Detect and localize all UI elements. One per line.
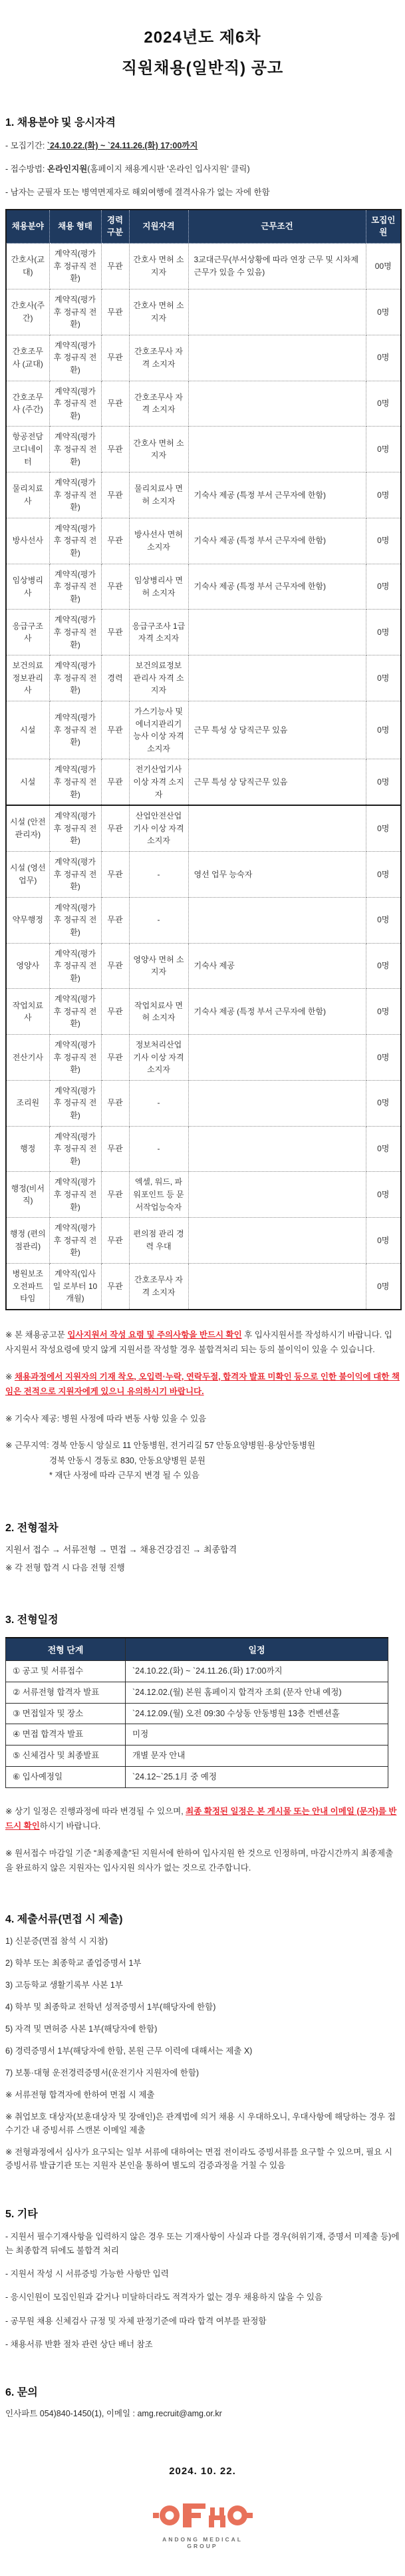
schedule-stage: ② 서류전형 합격자 발표: [6, 1682, 126, 1703]
cell-field: 병원보조 오전파트타임: [6, 1263, 49, 1309]
schedule-stage: ⑥ 입사예정일: [6, 1766, 126, 1787]
section1-heading: 1. 채용분야 및 응시자격: [5, 117, 116, 129]
table-row: [6, 897, 401, 943]
work-location-line3: * 재단 사정에 따라 근무지 변경 될 수 있음: [49, 1471, 200, 1481]
document-list: [5, 1934, 400, 2080]
cell-field: 시설: [6, 759, 49, 805]
cell-field: 시설 (안전관리자): [6, 805, 49, 851]
cell-qualification: 간호사 면허 소지자: [129, 289, 188, 335]
recruitment-period: [5, 139, 400, 152]
recruitment-period-label: - 모집기간:: [5, 141, 47, 151]
schedule-col-stage: 전형 단계: [6, 1638, 126, 1661]
cell-field: 약무행정: [6, 897, 49, 943]
note-red-text: 최종 확정된 일정은 본 게시물 또는 안내 이메일 (문자)를 반드시 확인: [5, 1806, 397, 1831]
note-marker: ※: [5, 1372, 15, 1381]
schedule-col-date: 일정: [126, 1638, 388, 1661]
col-header-career: 경력 구분: [101, 210, 129, 244]
cell-openings: 0명: [366, 897, 401, 943]
cell-qualification: 산업안전산업기사 이상 자격 소지자: [129, 805, 188, 851]
cell-qualification: -: [129, 851, 188, 897]
cell-openings: 0명: [366, 335, 401, 381]
cell-openings: 0명: [366, 1263, 401, 1309]
col-header-field: 채용분야: [6, 210, 49, 244]
work-location-line2: 경북 안동시 경동로 830, 안동요양병원 분원: [49, 1455, 205, 1465]
cell-qualification: 간호조무사 자격 소지자: [129, 1263, 188, 1309]
cell-openings: 0명: [366, 518, 401, 564]
cell-career: 무관: [101, 897, 129, 943]
cell-career: 무관: [101, 701, 129, 759]
military-requirement: - 남자는 군필자 또는 병역면제자로 해외여행에 결격사유가 없는 자에 한함: [5, 188, 270, 198]
cell-type: 계약직(평가 후 정규직 전환): [49, 244, 101, 289]
cell-qualification: 영양사 면허 소지자: [129, 943, 188, 989]
cell-career: 무관: [101, 335, 129, 381]
cell-field: 응급구조사: [6, 610, 49, 655]
cell-qualification: -: [129, 1080, 188, 1126]
cell-qualification: 임상병리사 면허 소지자: [129, 564, 188, 610]
table-row: [6, 427, 401, 472]
cell-field: 행정: [6, 1126, 49, 1172]
cell-openings: 0명: [366, 805, 401, 851]
note-text: 후 입사지원서를 작성하시기 바랍니다. 입사지원서 작성요령에 맞지 않게 지원서를 작성할 경우 불합격처리 되는 등의 불이익이 있을 수 있습니다.: [5, 1330, 392, 1355]
amg-logo-text: ANDONG MEDICAL GROUP: [162, 2536, 243, 2550]
cell-openings: 0명: [366, 427, 401, 472]
schedule-row: [6, 1661, 388, 1682]
schedule-date: `24.10.22.(화) ~ `24.11.26.(화) 17:00까지: [126, 1661, 388, 1682]
note-text: ※ 상기 일정은 진행과정에 따라 변경될 수 있으며,: [5, 1806, 186, 1816]
etc-item: - 응시인원이 모집인원과 같거나 미달하더라도 적격자가 없는 경우 채용하지 않을 수 있음: [5, 2293, 323, 2302]
application-method-label: - 접수방법:: [5, 164, 47, 174]
cell-field: 시설: [6, 701, 49, 759]
schedule-date: `24.12.02.(월) 본원 홈페이지 합격자 조회 (문자 안내 예정): [126, 1682, 388, 1703]
amg-logo-icon: [153, 2501, 253, 2530]
cell-career: 무관: [101, 1080, 129, 1126]
cell-conditions: [188, 897, 366, 943]
schedule-table-header: [6, 1638, 388, 1661]
schedule-row: [6, 1766, 388, 1787]
schedule-stage: ④ 면접 합격자 발표: [6, 1724, 126, 1746]
cell-conditions: 기숙사 제공 (특정 부서 근무자에 한함): [188, 989, 366, 1035]
cell-qualification: 간호조무사 자격 소지자: [129, 381, 188, 427]
cell-type: 계약직(평가 후 정규직 전환): [49, 989, 101, 1035]
cell-career: 무관: [101, 805, 129, 851]
title-line2: 직원채용(일반직) 공고: [121, 59, 284, 77]
cell-field: 방사선사: [6, 518, 49, 564]
cell-type: 계약직(평가 후 정규직 전환): [49, 427, 101, 472]
application-method: [5, 162, 400, 176]
note-application-guide: [5, 1328, 400, 1358]
cell-type: 계약직(입사일 로부터 10개월): [49, 1263, 101, 1309]
cell-qualification: 작업치료사 면허 소지자: [129, 989, 188, 1035]
schedule-row: [6, 1746, 388, 1767]
schedule-row: [6, 1724, 388, 1746]
cell-type: 계약직(평가 후 정규직 전환): [49, 1218, 101, 1264]
cell-type: 계약직(평가 후 정규직 전환): [49, 943, 101, 989]
cell-qualification: 방사선사 면허 소지자: [129, 518, 188, 564]
cell-type: 계약직(평가 후 정규직 전환): [49, 610, 101, 655]
schedule-table: [5, 1637, 388, 1788]
cell-qualification: 보건의료정보관리사 자격 소지자: [129, 655, 188, 701]
recruitment-period-value: `24.10.22.(화) ~ `24.11.26.(화) 17:00까지: [47, 141, 198, 151]
cell-career: 무관: [101, 851, 129, 897]
note-dormitory: ※ 기숙사 제공: 병원 사정에 따라 변동 사항 있을 수 있음: [5, 1413, 207, 1423]
section2-heading: 2. 전형절차: [5, 1522, 59, 1534]
cell-openings: 00명: [366, 244, 401, 289]
cell-type: 계약직(평가 후 정규직 전환): [49, 564, 101, 610]
cell-conditions: [188, 1126, 366, 1172]
cell-conditions: [188, 1263, 366, 1309]
note-text: ※ 본 채용공고문: [5, 1330, 68, 1340]
cell-field: 항공전담 코디네이터: [6, 427, 49, 472]
cell-career: 무관: [101, 610, 129, 655]
cell-conditions: [188, 1035, 366, 1081]
note-schedule-change: [5, 1804, 400, 1834]
table-row: [6, 655, 401, 701]
table-row: [6, 1263, 401, 1309]
cell-field: 임상병리사: [6, 564, 49, 610]
table-row: [6, 1080, 401, 1126]
table-row: [6, 381, 401, 427]
cell-career: 무관: [101, 1263, 129, 1309]
col-header-qualification: 지원자격: [129, 210, 188, 244]
cell-career: 무관: [101, 1172, 129, 1218]
cell-openings: 0명: [366, 1035, 401, 1081]
cell-type: 계약직(평가 후 정규직 전환): [49, 655, 101, 701]
etc-item: - 지원서 작성 시 서류증빙 가능한 사항만 입력: [5, 2269, 169, 2279]
cell-type: 계약직(평가 후 정규직 전환): [49, 289, 101, 335]
cell-type: 계약직(평가 후 정규직 전환): [49, 1126, 101, 1172]
cell-career: 무관: [101, 989, 129, 1035]
table-row: [6, 1172, 401, 1218]
note-red-text: 채용과정에서 지원자의 기재 착오, 오입력·누락, 연락두절, 합격자 발표 미확인 등으로 인한 불이익에 대한 책임은 전적으로 지원자에게 있으니 유의하시기 바랍니다.: [5, 1372, 400, 1397]
contact-info: 인사파트 054)840-1450(1), 이메일 : amg.recruit@amg.or.kr: [5, 2409, 222, 2419]
cell-career: 무관: [101, 289, 129, 335]
section5-heading: 5. 기타: [5, 2208, 38, 2220]
cell-openings: 0명: [366, 851, 401, 897]
cell-openings: 0명: [366, 1080, 401, 1126]
cell-field: 작업치료사: [6, 989, 49, 1035]
cell-conditions: 기숙사 제공: [188, 943, 366, 989]
cell-career: 무관: [101, 943, 129, 989]
table-row: [6, 851, 401, 897]
cell-openings: 0명: [366, 943, 401, 989]
cell-field: 간호조무사 (교대): [6, 335, 49, 381]
table-row: [6, 564, 401, 610]
cell-qualification: 편의점 관리 경력 우대: [129, 1218, 188, 1264]
cell-conditions: [188, 381, 366, 427]
cell-qualification: 간호사 면허 소지자: [129, 427, 188, 472]
cell-field: 간호사(주간): [6, 289, 49, 335]
title-line1: 2024년도 제6차: [144, 29, 261, 47]
document-note: ※ 취업보호 대상자(보훈대상자 및 장애인)은 관계법에 의거 채용 시 우대하오니, 우대사항에 해당하는 경우 접수기간 내 증빙서류 스캔본 이메일 제출: [5, 2112, 396, 2135]
cell-career: 경력: [101, 655, 129, 701]
cell-career: 무관: [101, 564, 129, 610]
application-method-rest: (홈페이지 채용게시판 '온라인 입사지원' 클릭): [87, 164, 250, 174]
cell-qualification: 응급구조사 1급 자격 소지자: [129, 610, 188, 655]
cell-conditions: [188, 1218, 366, 1264]
cell-qualification: 엑셀, 워드, 파워포인트 등 문서작업능숙자: [129, 1172, 188, 1218]
note-red-text: 입사지원서 작성 요령 및 주의사항을 반드시 확인: [67, 1330, 242, 1340]
cell-qualification: 물리치료사 면허 소지자: [129, 472, 188, 518]
document-item: 5) 자격 및 면허증 사본 1부(해당자에 한함): [5, 2024, 158, 2034]
cell-type: 계약직(평가 후 정규직 전환): [49, 1080, 101, 1126]
col-header-type: 채용 형태: [49, 210, 101, 244]
table-row: [6, 759, 401, 805]
cell-type: 계약직(평가 후 정규직 전환): [49, 851, 101, 897]
table-row: [6, 805, 401, 851]
cell-field: 보건의료 정보관리사: [6, 655, 49, 701]
application-method-emphasis: 온라인지원: [47, 164, 88, 174]
cell-field: 조리원: [6, 1080, 49, 1126]
cell-qualification: 간호조무사 자격 소지자: [129, 335, 188, 381]
announcement-date: 2024. 10. 22.: [169, 2466, 236, 2478]
cell-career: 무관: [101, 759, 129, 805]
cell-career: 무관: [101, 472, 129, 518]
cell-career: 무관: [101, 381, 129, 427]
cell-type: 계약직(평가 후 정규직 전환): [49, 897, 101, 943]
cell-openings: 0명: [366, 610, 401, 655]
cell-field: 행정(비서직): [6, 1172, 49, 1218]
section6-heading: 6. 문의: [5, 2387, 38, 2399]
cell-type: 계약직(평가 후 정규직 전환): [49, 335, 101, 381]
schedule-date: `24.12~`25.1月 중 예정: [126, 1766, 388, 1787]
cell-conditions: [188, 289, 366, 335]
table-row: [6, 472, 401, 518]
cell-openings: 0명: [366, 1172, 401, 1218]
cell-conditions: 3교대근무(부서상황에 따라 연장 근무 및 시차제 근무가 있을 수 있음): [188, 244, 366, 289]
job-table: [5, 209, 402, 1310]
schedule-stage: ③ 면접일자 및 장소: [6, 1703, 126, 1724]
schedule-date: `24.12.09.(월) 오전 09:30 수상동 안동병원 13층 컨벤션홀: [126, 1703, 388, 1724]
cell-type: 계약직(평가 후 정규직 전환): [49, 759, 101, 805]
cell-field: 물리치료사: [6, 472, 49, 518]
cell-qualification: 간호사 면허 소지자: [129, 244, 188, 289]
cell-qualification: 정보처리산업 기사 이상 자격소지자: [129, 1035, 188, 1081]
cell-field: 전산기사: [6, 1035, 49, 1081]
cell-field: 행정 (편의점관리): [6, 1218, 49, 1264]
cell-openings: 0명: [366, 1126, 401, 1172]
document-item: 1) 신분증(면접 참석 시 지참): [5, 1936, 108, 1946]
note-work-location: [5, 1438, 400, 1483]
table-row: [6, 943, 401, 989]
document-note: ※ 서류전형 합격자에 한하여 면접 시 제출: [5, 2090, 155, 2100]
document-item: 4) 학부 및 최종학교 전학년 성적증명서 1부(해당자에 한함): [5, 2002, 216, 2012]
cell-openings: 0명: [366, 655, 401, 701]
cell-qualification: 가스기능사 및 에너지관리기능사 이상 자격 소지자: [129, 701, 188, 759]
cell-openings: 0명: [366, 759, 401, 805]
cell-field: 시설 (영선업무): [6, 851, 49, 897]
cell-openings: 0명: [366, 1218, 401, 1264]
etc-item: - 공무원 채용 신체검사 규정 및 자체 판정기준에 따라 합격 여부를 판정함: [5, 2316, 267, 2326]
cell-conditions: 기숙사 제공 (특정 부서 근무자에 한함): [188, 472, 366, 518]
table-row: [6, 989, 401, 1035]
cell-type: 계약직(평가 후 정규직 전환): [49, 701, 101, 759]
cell-conditions: [188, 427, 366, 472]
cell-conditions: [188, 1080, 366, 1126]
cell-type: 계약직(평가 후 정규직 전환): [49, 1172, 101, 1218]
table-row: [6, 1035, 401, 1081]
cell-career: 무관: [101, 244, 129, 289]
document-item: 2) 학부 또는 최종학교 졸업증명서 1부: [5, 1958, 142, 1968]
etc-list: [5, 2230, 400, 2352]
table-row: [6, 610, 401, 655]
cell-type: 계약직(평가 후 정규직 전환): [49, 1035, 101, 1081]
page-title: [5, 23, 400, 83]
job-table-header: [6, 210, 401, 244]
schedule-date: 미정: [126, 1724, 388, 1746]
cell-conditions: 기숙사 제공 (특정 부서 근무자에 한함): [188, 564, 366, 610]
cell-field: 간호조무사 (주간): [6, 381, 49, 427]
schedule-stage: ① 공고 및 서류접수: [6, 1661, 126, 1682]
cell-conditions: [188, 610, 366, 655]
cell-openings: 0명: [366, 701, 401, 759]
cell-type: 계약직(평가 후 정규직 전환): [49, 805, 101, 851]
schedule-row: [6, 1703, 388, 1724]
cell-field: 영양사: [6, 943, 49, 989]
cell-conditions: [188, 335, 366, 381]
cell-type: 계약직(평가 후 정규직 전환): [49, 381, 101, 427]
cell-openings: 0명: [366, 472, 401, 518]
document-notes: [5, 2088, 400, 2172]
table-row: [6, 244, 401, 289]
cell-career: 무관: [101, 427, 129, 472]
table-row: [6, 335, 401, 381]
col-header-openings: 모집인원: [366, 210, 401, 244]
note-final-submission: ※ 원서접수 마감일 기준 “최종제출”된 지원서에 한하여 입사지원 한 것으로 인정하며, 마감시간까지 최종제출을 완료하지 않은 지원자는 입사지원 의사가 없는 것으로 간주합니다.: [5, 1848, 394, 1873]
work-location-line1: ※ 근무지역: 경북 안동시 앙실로 11 안동병원, 전거리길 57 안동요양병원·용상안동병원: [5, 1441, 316, 1451]
job-table-body: [6, 244, 401, 1310]
cell-conditions: [188, 655, 366, 701]
table-row: [6, 701, 401, 759]
cell-conditions: 영선 업무 능숙자: [188, 851, 366, 897]
schedule-stage: ⑤ 신체검사 및 최종발표: [6, 1746, 126, 1767]
cell-type: 계약직(평가 후 정규직 전환): [49, 518, 101, 564]
document-item: 3) 고등학교 생활기록부 사본 1부: [5, 1980, 123, 1990]
schedule-date: 개별 문자 안내: [126, 1746, 388, 1767]
document-item: 6) 경력증명서 1부(해당자에 한함, 본원 근무 이력에 대해서는 제출 X): [5, 2046, 253, 2056]
section3-heading: 3. 전형일정: [5, 1614, 59, 1626]
document-item: 7) 보통·대형 운전경력증명서(운전기사 지원자에 한함): [5, 2068, 200, 2078]
schedule-row: [6, 1682, 388, 1703]
cell-field: 간호사(교대): [6, 244, 49, 289]
cell-career: 무관: [101, 518, 129, 564]
cell-qualification: -: [129, 897, 188, 943]
schedule-table-body: [6, 1661, 388, 1788]
cell-qualification: 전기산업기사 이상 자격 소지자: [129, 759, 188, 805]
table-row: [6, 1218, 401, 1264]
cell-openings: 0명: [366, 564, 401, 610]
cell-openings: 0명: [366, 989, 401, 1035]
cell-openings: 0명: [366, 381, 401, 427]
cell-career: 무관: [101, 1218, 129, 1264]
note-text: 하시기 바랍니다.: [39, 1821, 101, 1831]
etc-item: - 지원서 필수기재사항을 입력하지 않은 경우 또는 기재사항이 사실과 다를 경우(허위기재, 증명서 미제출 등)에는 최종합격 뒤에도 불합격 처리: [5, 2231, 400, 2255]
amg-logo: [146, 2501, 259, 2549]
selection-process-note: ※ 각 전형 합격 시 다음 전형 진행: [5, 1563, 125, 1572]
cell-qualification: -: [129, 1126, 188, 1172]
document-note: ※ 전형과정에서 심사가 요구되는 일부 서류에 대하여는 면접 전이라도 증빙서류를 요구할 수 있으며, 필요 시 증빙서류 발급기관 또는 지원자 본인을 통하여 별도의 검증과정을 거칠 수 있음: [5, 2147, 392, 2170]
cell-openings: 0명: [366, 289, 401, 335]
col-header-conditions: 근무조건: [188, 210, 366, 244]
cell-conditions: [188, 1172, 366, 1218]
table-row: [6, 518, 401, 564]
section4-heading: 4. 제출서류(면접 시 제출): [5, 1913, 123, 1925]
cell-career: 무관: [101, 1035, 129, 1081]
cell-conditions: 기숙사 제공 (특정 부서 근무자에 한함): [188, 518, 366, 564]
cell-career: 무관: [101, 1126, 129, 1172]
etc-item: - 채용서류 반환 절차 관련 상단 배너 참조: [5, 2339, 153, 2349]
selection-process-flow: 지원서 접수 → 서류전형 → 면접 → 채용건강검진 → 최종합격: [5, 1544, 237, 1555]
note-applicant-responsibility: [5, 1370, 400, 1399]
cell-conditions: 근무 특성 상 당직근무 있음: [188, 759, 366, 805]
cell-conditions: [188, 805, 366, 851]
table-row: [6, 1126, 401, 1172]
cell-conditions: 근무 특성 상 당직근무 있음: [188, 701, 366, 759]
cell-type: 계약직(평가 후 정규직 전환): [49, 472, 101, 518]
table-row: [6, 289, 401, 335]
